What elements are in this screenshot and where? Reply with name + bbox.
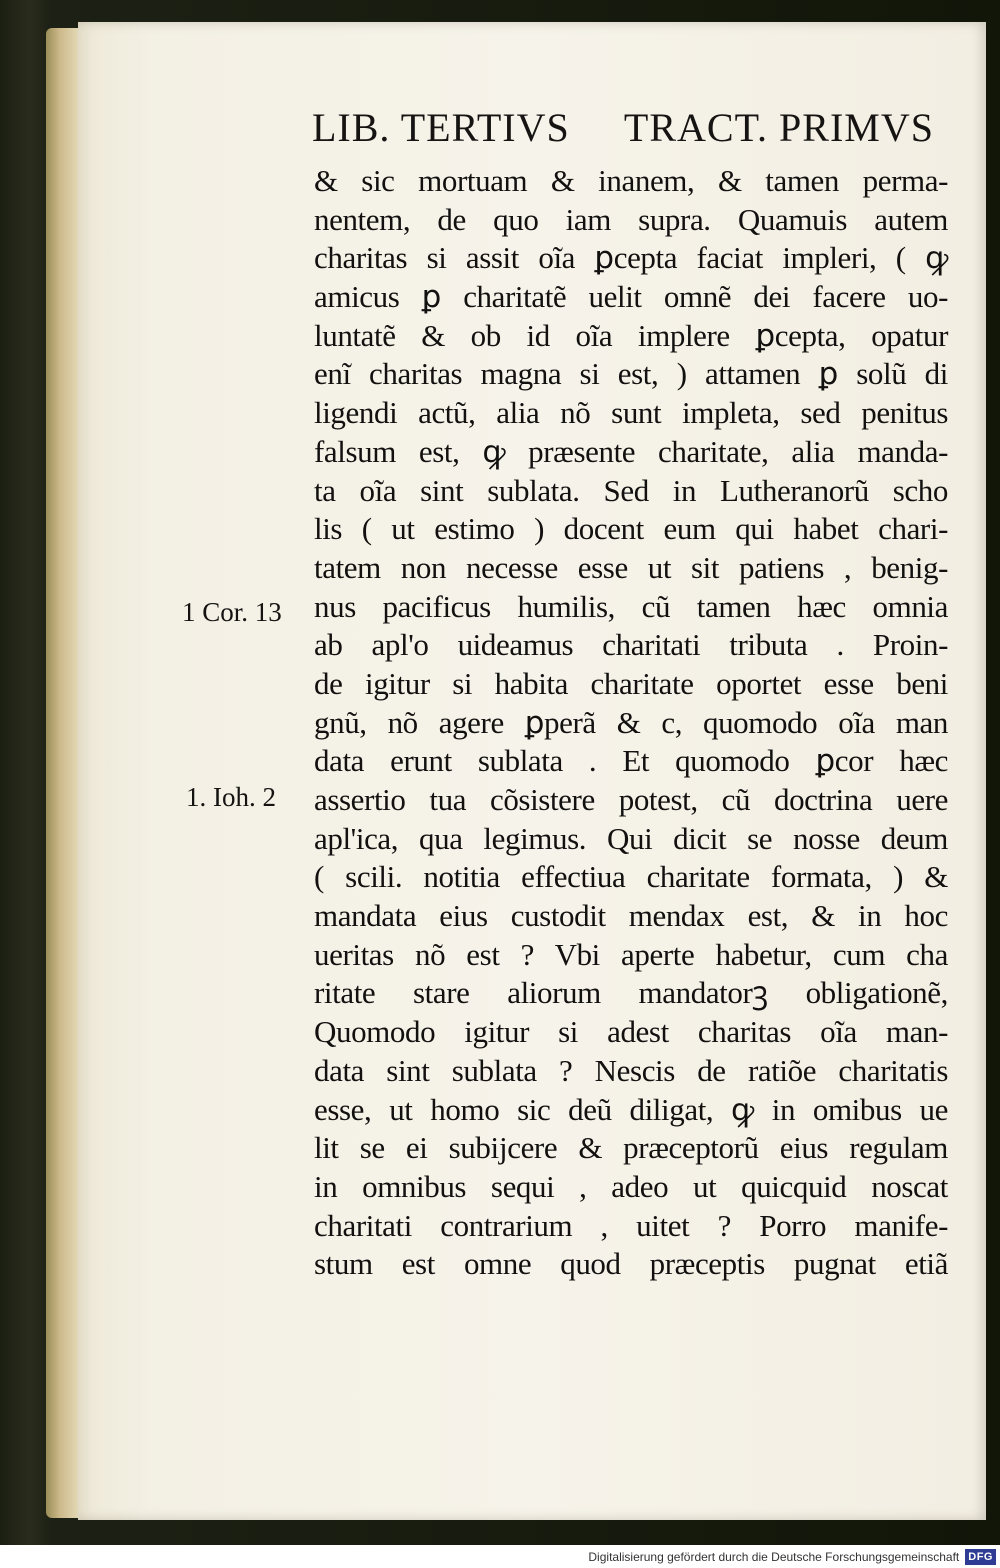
text-line: stum est omne quod præceptis pugnat etiã <box>314 1246 948 1282</box>
text-line: charitati contrarium , uitet ? Porro manife- <box>314 1207 948 1243</box>
running-head-left: LIB. TERTIVS <box>312 105 570 150</box>
text-line: esse, ut homo sic deũ diligat, ꝙ in omibus ue <box>314 1091 948 1127</box>
text-line: apl'ica, qua legimus. Qui dicit se nosse deum <box>314 820 948 856</box>
text-line: nus pacificus humilis, cũ tamen hæc omnia <box>314 588 948 624</box>
text-line: ab apl'o uideamus charitati tributa . Proin- <box>314 627 948 663</box>
text-line: data sint sublata ? Nescis de ratiõe charitatis <box>314 1052 948 1088</box>
text-line: nentem, de quo iam supra. Quamuis autem <box>314 201 948 237</box>
footer-credit: Digitalisierung gefördert durch die Deutsche Forschungsgemeinschaft <box>588 1549 960 1564</box>
text-line: assertio tua cõsistere potest, cũ doctrina uere <box>314 782 948 817</box>
text-line: gnũ, nõ agere ꝑperã & c, quomodo oĩa man <box>314 704 948 740</box>
text-line: mandata eius custodit mendax est, & in hoc <box>314 898 948 934</box>
running-head-right: TRACT. PRIMVS <box>623 105 934 150</box>
running-head <box>312 105 934 150</box>
text-line: lis ( ut estimo ) docent eum qui habet chari- <box>314 511 948 547</box>
text-line: ligendi actũ, alia nõ sunt impleta, sed penitus <box>314 395 948 431</box>
text-line: luntatẽ & ob id oĩa implere ꝑcepta, opatur <box>314 317 948 353</box>
text-line: amicus ꝑ charitatẽ uelit omnẽ dei facere uo- <box>314 279 948 315</box>
dfg-logo: DFG <box>965 1549 996 1565</box>
text-line: ( scili. notitia effectiua charitate formata, ) & <box>314 859 948 895</box>
text-line: ueritas nõ est ? Vbi aperte habetur, cum cha <box>314 936 948 972</box>
margin-note-1-ioh: 1. Ioh. 2 <box>186 782 276 812</box>
text-line: data erunt sublata . Et quomodo ꝑcor hæc <box>314 743 948 779</box>
main-text-block <box>314 162 948 1284</box>
text-line: charitas si assit oĩa ꝑcepta faciat impleri, ( ꝙ <box>314 240 948 276</box>
digitization-footer <box>0 1545 1000 1568</box>
margin-note-1-cor: 1 Cor. 13 <box>182 597 282 627</box>
text-line: Quomodo igitur si adest charitas oĩa man- <box>314 1014 948 1050</box>
text-line: in omnibus sequi , adeo ut quicquid noscat <box>314 1168 948 1204</box>
text-line: ta oĩa sint sublata. Sed in Lutheranorũ scho <box>314 472 948 508</box>
text-line: tatem non necesse esse ut sit patiens , benig- <box>314 549 948 585</box>
text-line: de igitur si habita charitate oportet esse beni <box>314 665 948 701</box>
text-line: lit se ei subĳcere & præceptorũ eius regulam <box>314 1130 948 1166</box>
text-line: ritate stare aliorum mandatorꝫ obligationẽ, <box>314 975 948 1011</box>
text-line: falsum est, ꝙ præsente charitate, alia manda- <box>314 433 948 469</box>
text-line: enĩ charitas magna si est, ) attamen ꝑ solũ di <box>314 356 948 392</box>
text-line: & sic mortuam & inanem, & tamen perma- <box>314 163 948 198</box>
